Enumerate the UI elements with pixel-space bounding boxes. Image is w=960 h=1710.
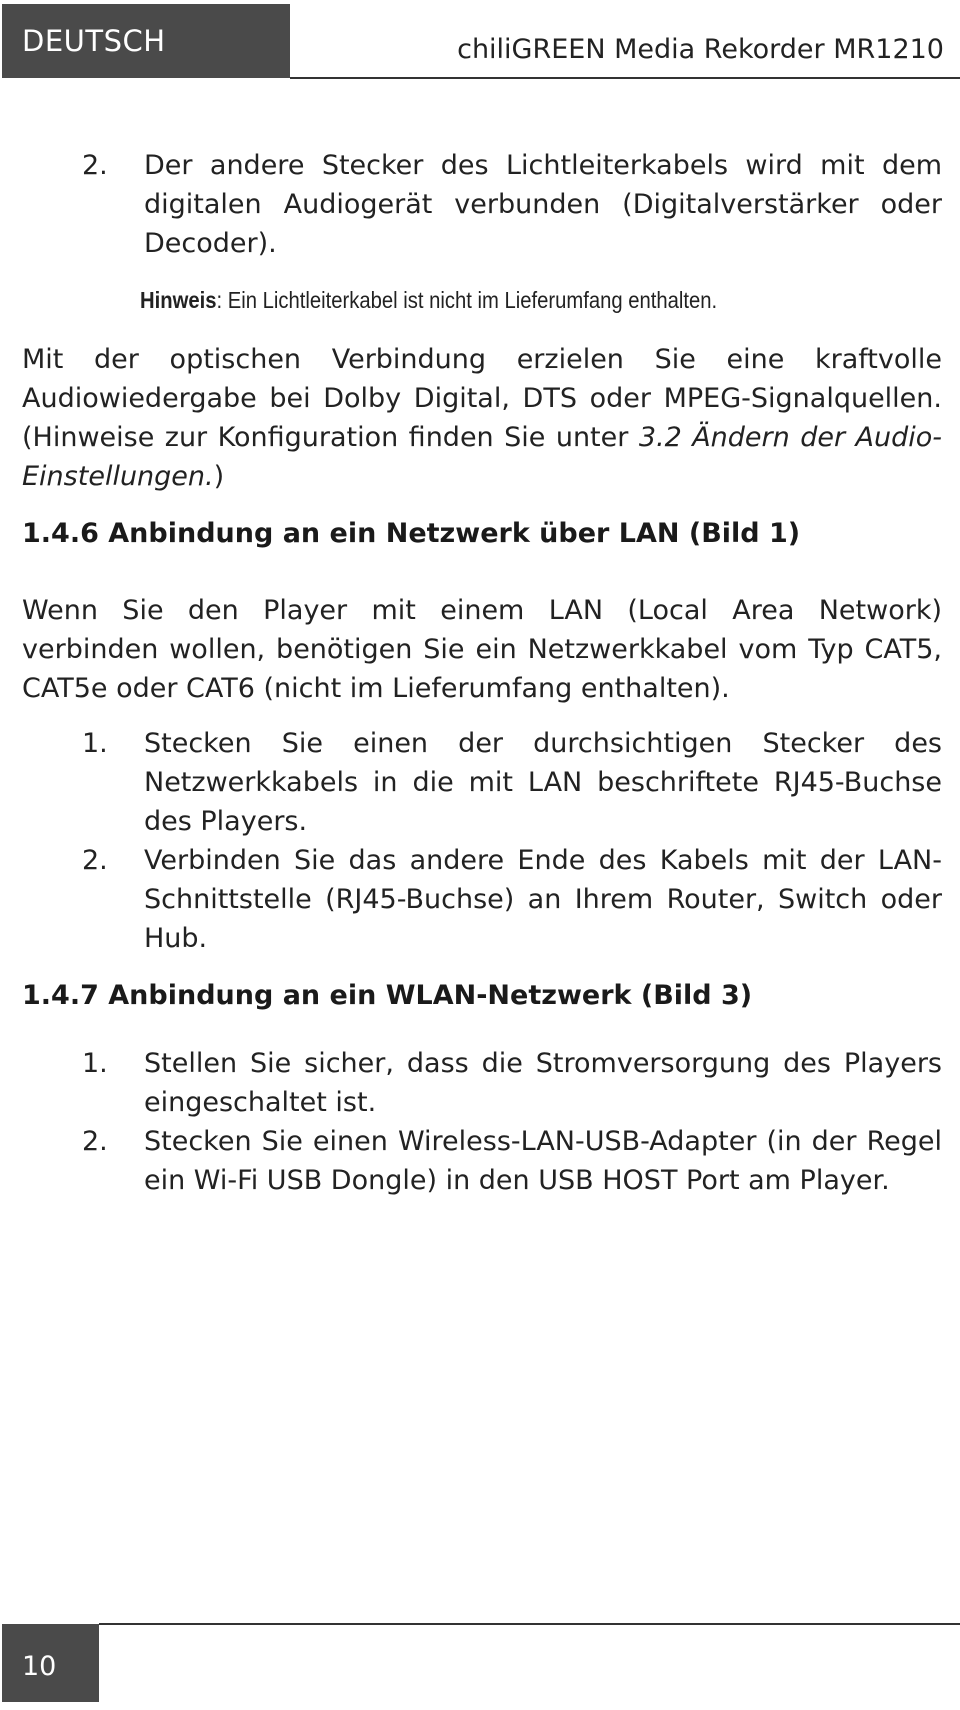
note: [140, 285, 846, 315]
optical-close: ): [213, 461, 225, 492]
header-rule: [290, 77, 960, 79]
config-reference: 3.2 Ändern der Audio-Einstellungen.: [22, 422, 942, 492]
list-number: 2.: [82, 845, 108, 876]
list-number: 1.: [82, 1048, 108, 1079]
optical-steps-list: [22, 146, 942, 263]
page-number: 10: [2, 1624, 99, 1702]
section-heading-wlan: 1.4.7 Anbindung an ein WLAN-Netzwerk (Bild 3): [22, 980, 753, 1011]
note-label: Hinweis: [140, 287, 217, 313]
wlan-steps-list: [22, 1044, 942, 1200]
list-text: Stecken Sie einen der durchsichtigen Stecker des Netzwerkkabels in die mit LAN beschriftete RJ45-Buchse des Players.: [144, 728, 942, 837]
optical-text: Mit der optischen Verbindung erzielen Sie eine kraftvolle Audiowiedergabe bei Dolby Digital, DTS oder MPEG-Signalquellen. (Hinweise zur Konfiguration finden Sie unter: [22, 344, 942, 453]
footer-rule: [99, 1623, 960, 1625]
list-number: 1.: [82, 728, 108, 759]
list-item: [22, 724, 942, 841]
optical-paragraph: [22, 340, 942, 496]
language-tab: DEUTSCH: [2, 4, 290, 78]
list-item: [22, 146, 942, 263]
list-text: Stellen Sie sicher, dass die Stromversorgung des Players eingeschaltet ist.: [144, 1048, 942, 1118]
list-number: 2.: [82, 150, 108, 181]
lan-intro-paragraph: Wenn Sie den Player mit einem LAN (Local Area Network) verbinden wollen, benötigen Sie ein Netzwerkkabel vom Typ CAT5, CAT5e oder CAT6 (nicht im Lieferumfang enthalten).: [22, 595, 942, 704]
document-title: chiliGREEN Media Rekorder MR1210: [457, 34, 944, 65]
list-text: Verbinden Sie das andere Ende des Kabels mit der LAN-Schnittstelle (RJ45-Buchse) an Ihrem Router, Switch oder Hub.: [144, 845, 942, 954]
list-number: 2.: [82, 1126, 108, 1157]
section-heading-lan: 1.4.6 Anbindung an ein Netzwerk über LAN (Bild 1): [22, 518, 801, 549]
page-content: [22, 146, 942, 1200]
list-item: [22, 1122, 942, 1200]
list-item: [22, 1044, 942, 1122]
list-item: [22, 841, 942, 958]
lan-steps-list: [22, 724, 942, 958]
list-text: Der andere Stecker des Lichtleiterkabels wird mit dem digitalen Audiogerät verbunden (Digitalverstärker oder Decoder).: [144, 150, 942, 259]
note-text: : Ein Lichtleiterkabel ist nicht im Lieferumfang enthalten.: [216, 287, 718, 313]
list-text: Stecken Sie einen Wireless-LAN-USB-Adapter (in der Regel ein Wi-Fi USB Dongle) in den USB HOST Port am Player.: [144, 1126, 942, 1196]
